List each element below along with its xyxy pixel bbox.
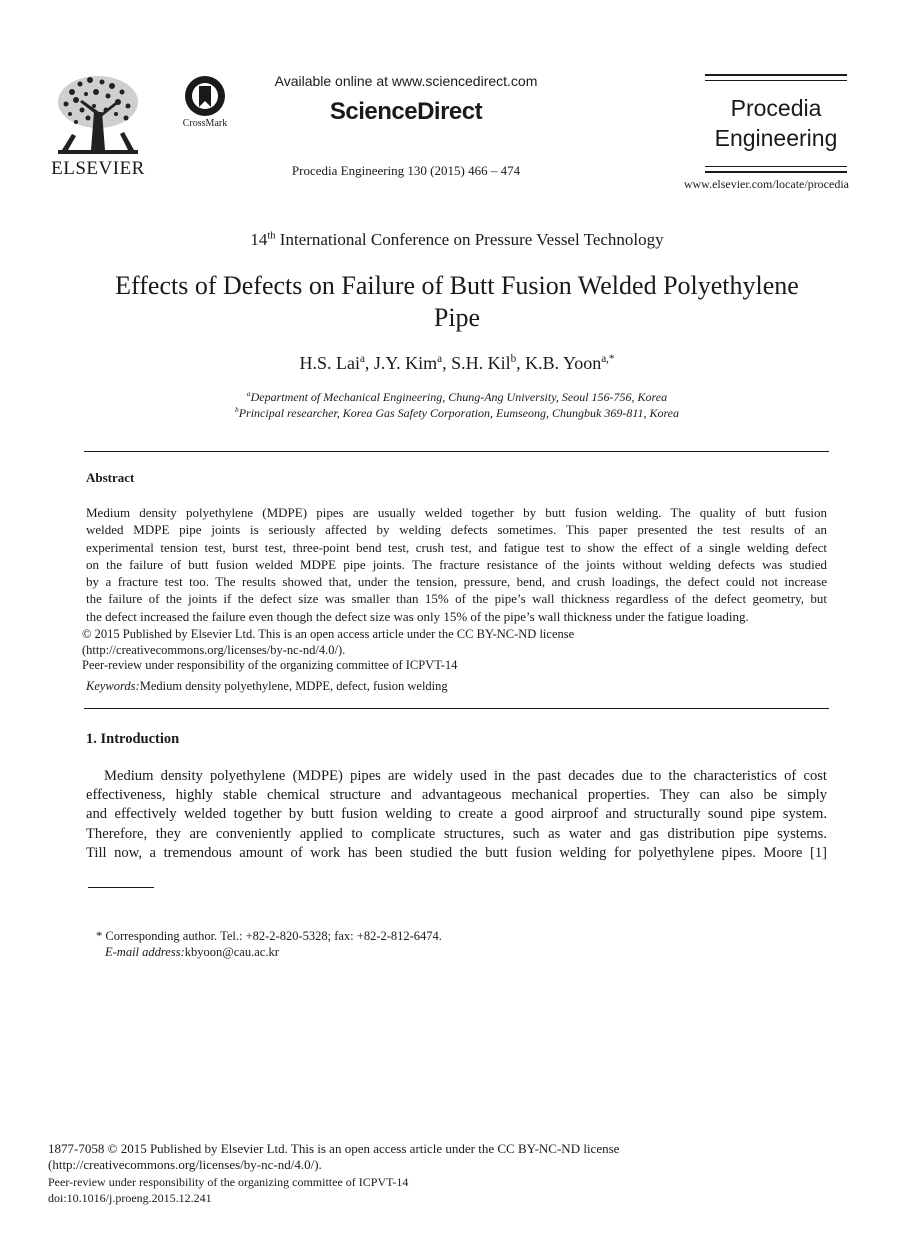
- elsevier-logo[interactable]: [50, 72, 146, 180]
- keywords-label: Keywords:: [86, 679, 140, 693]
- abstract-line: the failure of the joints if the defect size was smaller than 15% of the pipe’s wall thickness regardless of the defect geometry, but: [86, 591, 827, 607]
- paper-title-line2: Pipe: [433, 303, 481, 332]
- keywords-list: Medium density polyethylene, MDPE, defect, fusion welding: [139, 679, 448, 693]
- crossmark-label: CrossMark: [182, 118, 228, 129]
- affiliation-b: [60, 405, 854, 421]
- author: J.Y. Kim: [373, 353, 438, 373]
- affiliation-text: Department of Mechanical Engineering, Chung-Ang University, Seoul 156-756, Korea: [250, 390, 668, 404]
- abstract-line: on the failure of butt fusion welded MDPE pipe joints. The fracture resistance of the joints without welding defects was studied: [86, 556, 827, 572]
- abstract-license-link[interactable]: (http://creativecommons.org/licenses/by-nc-nd/4.0/).: [82, 643, 346, 657]
- author-separator: ,: [364, 353, 374, 373]
- keywords: [86, 678, 448, 694]
- conference-ordinal: 14: [250, 230, 268, 249]
- available-online[interactable]: Available online at www.sciencedirect.com: [274, 73, 538, 89]
- abstract-line: welded MDPE pipe joints is seriously affected by welding defects sometimes. This paper presented the test results of an: [86, 522, 827, 538]
- author-separator: ,: [516, 353, 526, 373]
- conference-name: [60, 229, 854, 251]
- author-list: [40, 351, 874, 375]
- abstract-heading: Abstract: [86, 470, 135, 485]
- email-label: E-mail address:: [105, 945, 185, 959]
- abstract-copyright: © 2015 Published by Elsevier Ltd. This is an open access article under the CC BY-NC-ND license: [82, 627, 575, 641]
- abstract-top-rule: [84, 451, 829, 452]
- author-affiliation-mark: a: [437, 353, 443, 365]
- abstract-line: experimental tension test, burst test, three-point bend test, crush test, and fatigue test to show the effect of a single welding defect: [86, 539, 827, 555]
- introduction-body: [86, 767, 827, 863]
- elsevier-tree-icon: [50, 72, 146, 156]
- footer-peer-review: Peer-review under responsibility of the organizing committee of ICPVT-14: [48, 1175, 409, 1189]
- abstract-peer-review: Peer-review under responsibility of the organizing committee of ICPVT-14: [82, 658, 458, 672]
- journal-url[interactable]: www.elsevier.com/locate/procedia: [683, 177, 849, 191]
- author-separator: ,: [442, 353, 452, 373]
- footnote-email: [105, 944, 279, 960]
- journal-box-top-rule-thin: [705, 80, 847, 81]
- elsevier-wordmark: ELSEVIER: [51, 158, 145, 179]
- journal-name-line2: Engineering: [714, 125, 838, 151]
- author: H.S. Lai: [299, 353, 360, 373]
- introduction-line: effectiveness, highly stable chemical structure and advantageous mechanical properties. They can also be simply: [86, 787, 827, 804]
- introduction-line: and effectively welded together by butt fusion welding to create a good airproof and structurally sound pipe system.: [86, 806, 827, 823]
- journal-citation: Procedia Engineering 130 (2015) 466 – 474: [291, 163, 521, 178]
- author-affiliation-mark: a,*: [601, 353, 615, 365]
- affiliation-text: Principal researcher, Korea Gas Safety Corporation, Eumseong, Chungbuk 369-811, Korea: [238, 406, 679, 420]
- author: S.H. Kil: [451, 353, 511, 373]
- abstract-body: [86, 504, 827, 625]
- conference-title: International Conference on Pressure Vessel Technology: [279, 230, 664, 249]
- author-affiliation-mark: a: [359, 353, 365, 365]
- introduction-line: Medium density polyethylene (MDPE) pipes are widely used in the past decades due to the characteristics of cost: [104, 768, 827, 784]
- crossmark-badge[interactable]: [176, 74, 234, 134]
- sciencedirect-logo[interactable]: ScienceDirect: [329, 98, 483, 125]
- crossmark-icon: [176, 74, 234, 118]
- author: K.B. Yoon: [525, 353, 602, 373]
- author-affiliation-mark: b: [510, 353, 517, 365]
- abstract-line: the defect increased the failure even though the defect size was only 15% of the pipe’s wall thickness under the fatigue loading.: [86, 608, 749, 624]
- abstract-line: by a fracture test too. The results showed that, under the tension, pressure, bend, and crush loadings, the defect could not increase: [86, 574, 827, 590]
- footer-license-link[interactable]: (http://creativecommons.org/licenses/by-nc-nd/4.0/).: [48, 1157, 322, 1172]
- email-address[interactable]: kbyoon@cau.ac.kr: [184, 945, 279, 959]
- journal-box-bottom-rule-thick: [705, 171, 847, 173]
- footer-doi[interactable]: doi:10.1016/j.proeng.2015.12.241: [48, 1191, 212, 1205]
- footnote-rule: [88, 887, 154, 888]
- paper-title-line1: Effects of Defects on Failure of Butt Fusion Welded Polyethylene: [115, 271, 799, 300]
- abstract-bottom-rule: [84, 708, 829, 709]
- introduction-line: Therefore, they are conveniently applied to complicate structures, such as water and gas distribution pipe systems.: [86, 825, 827, 842]
- abstract-line: Medium density polyethylene (MDPE) pipes are usually welded together by butt fusion welding. The quality of butt fusion: [86, 505, 827, 520]
- journal-name-line1: Procedia: [730, 95, 822, 121]
- footnote-corresponding: * Corresponding author. Tel.: +82-2-820-5328; fax: +82-2-812-6474.: [96, 929, 442, 943]
- conference-ordinal-suffix: th: [267, 230, 276, 242]
- footer-copyright: 1877-7058 © 2015 Published by Elsevier Ltd. This is an open access article under the CC BY-NC-ND license: [48, 1141, 620, 1156]
- affiliation-mark: b: [234, 405, 239, 414]
- introduction-heading: 1. Introduction: [86, 731, 180, 747]
- journal-box-top-rule: [705, 74, 847, 76]
- affiliation-mark: a: [246, 389, 251, 398]
- affiliation-a: [60, 389, 854, 405]
- introduction-line: Till now, a tremendous amount of work has been studied the butt fusion welding for polyethylene pipes. Moore [1]: [86, 844, 827, 861]
- journal-box-bottom-rule: [705, 166, 847, 167]
